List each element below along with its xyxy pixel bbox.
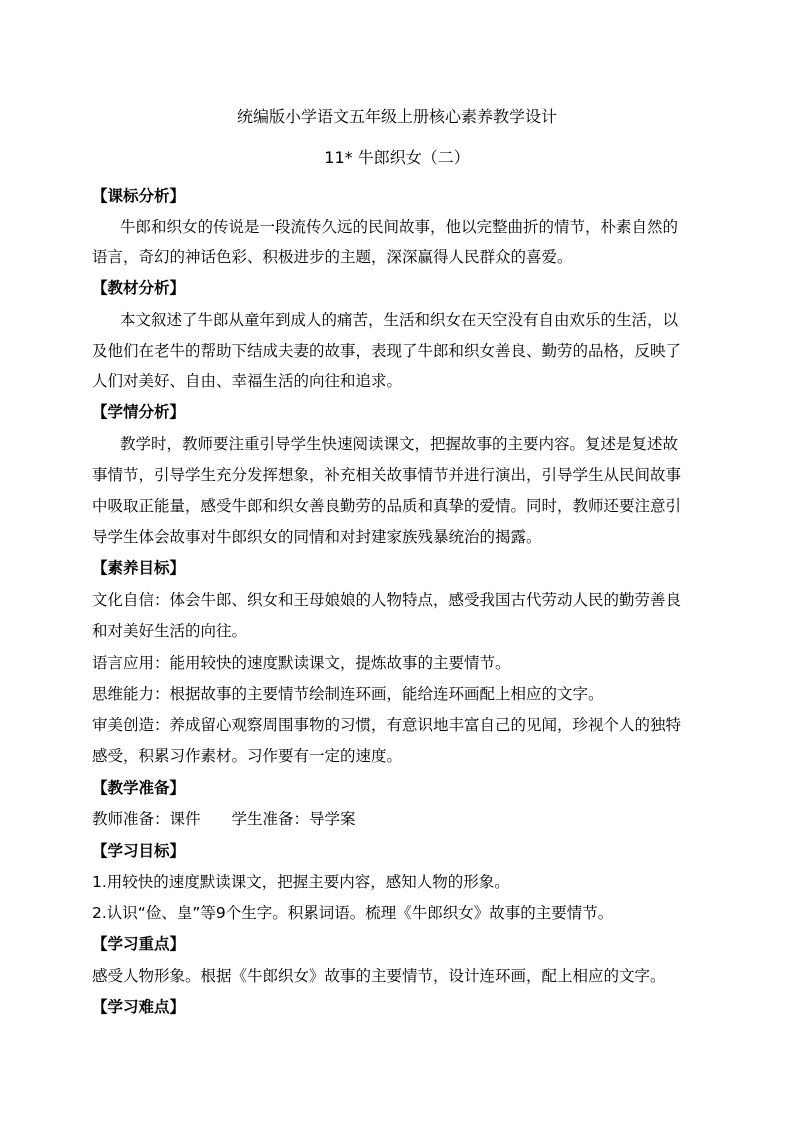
paragraph-line: 及他们在老牛的帮助下结成夫妻的故事，表现了牛郎和织女善良、勤劳的品格，反映了	[92, 342, 682, 360]
objective-line: 2.认识“俭、皇”等9个生字。积累词语。梳理《牛郎织女》故事的主要情节。	[92, 904, 614, 922]
goal-line: 语言应用：能用较快的速度默读课文，提炼故事的主要情节。	[92, 654, 511, 672]
heading-literacy-goals: 【素养目标】	[92, 559, 186, 577]
heading-learner-analysis: 【学情分析】	[92, 403, 186, 421]
lesson-title: 11* 牛郎织女（二）	[324, 148, 470, 167]
paragraph-line: 牛郎和织女的传说是一段流传久远的民间故事，他以完整曲折的情节，朴素自然的	[120, 218, 679, 236]
goal-line: 审美创造：养成留心观察周围事物的习惯，有意识地丰富自己的见闻，珍视个人的独特	[92, 716, 682, 734]
goal-line: 感受，积累习作素材。习作要有一定的速度。	[92, 747, 403, 765]
paragraph-line: 导学生体会故事对牛郎织女的同情和对封建家族残暴统治的揭露。	[92, 528, 542, 546]
paragraph-line: 中吸取正能量，感受牛郎和织女善良勤劳的品质和真挚的爱情。同时，教师还要注意引	[92, 497, 682, 515]
heading-difficulties: 【学习难点】	[92, 998, 186, 1016]
paragraph-line: 本文叙述了牛郎从童年到成人的痛苦，生活和织女在天空没有自由欢乐的生活，以	[120, 311, 679, 329]
paragraph-line: 事情节，引导学生充分发挥想象，补充相关故事情节并进行演出，引导学生从民间故事	[92, 466, 682, 484]
document-title: 统编版小学语文五年级上册核心素养教学设计	[236, 107, 557, 126]
objective-line: 1.用较快的速度默读课文，把握主要内容，感知人物的形象。	[92, 873, 510, 891]
key-point-line: 感受人物形象。根据《牛郎织女》故事的主要情节，设计连环画，配上相应的文字。	[92, 967, 666, 985]
preparation-line: 教师准备：课件 学生准备：导学案	[92, 810, 356, 828]
heading-learning-objectives: 【学习目标】	[92, 842, 186, 860]
heading-textbook-analysis: 【教材分析】	[92, 279, 186, 297]
heading-key-points: 【学习重点】	[92, 935, 186, 953]
goal-line: 文化自信：体会牛郎、织女和王母娘娘的人物特点，感受我国古代劳动人民的勤劳善良	[92, 591, 682, 609]
paragraph-line: 人们对美好、自由、幸福生活的向往和追求。	[92, 372, 403, 390]
heading-teaching-preparation: 【教学准备】	[92, 779, 186, 797]
heading-curriculum-analysis: 【课标分析】	[92, 187, 186, 205]
goal-line: 和对美好生活的向往。	[92, 622, 248, 640]
goal-line: 思维能力：根据故事的主要情节绘制连环画，能给连环画配上相应的文字。	[92, 685, 604, 703]
paragraph-line: 教学时，教师要注重引导学生快速阅读课文，把握故事的主要内容。复述是复述故	[120, 435, 679, 453]
paragraph-line: 语言，奇幻的神话色彩、积极进步的主题，深深赢得人民群众的喜爱。	[92, 248, 573, 266]
